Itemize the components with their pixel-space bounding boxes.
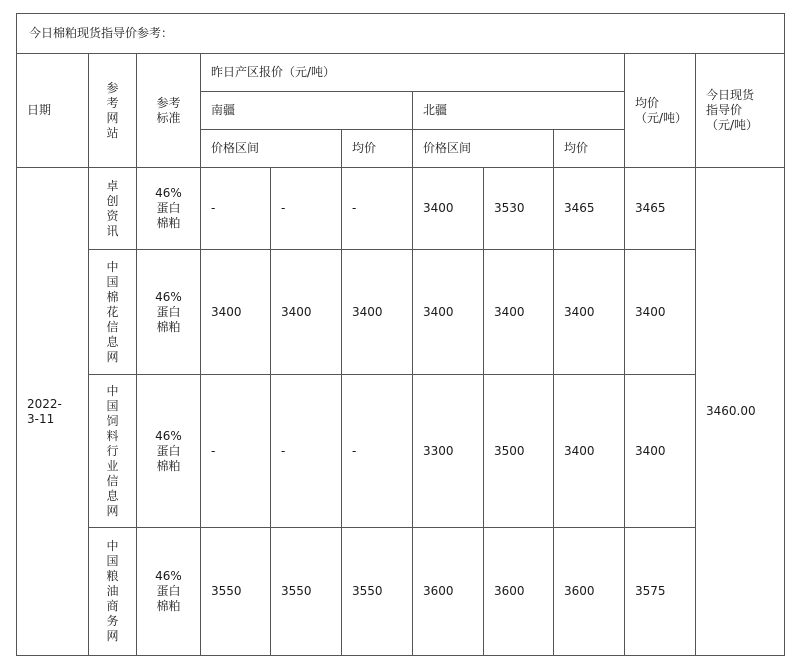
south-low-cell: 3400: [201, 250, 271, 375]
header-south-avg: 均价: [342, 130, 413, 168]
header-yesterday-quote: 昨日产区报价（元/吨）: [201, 54, 625, 92]
header-north: 北疆: [413, 92, 625, 130]
south-high-cell: -: [271, 375, 342, 528]
north-low-cell: 3600: [413, 528, 484, 656]
north-avg-cell: 3600: [554, 528, 625, 656]
north-low-cell: 3300: [413, 375, 484, 528]
date-cell: 2022-3-11: [17, 168, 89, 656]
header-north-avg: 均价: [554, 130, 625, 168]
south-low-cell: -: [201, 168, 271, 250]
site-cell: 中国粮油商务网: [89, 528, 137, 656]
north-high-cell: 3530: [484, 168, 554, 250]
today-price-cell: 3460.00: [696, 168, 785, 656]
north-avg-cell: 3400: [554, 250, 625, 375]
north-high-cell: 3500: [484, 375, 554, 528]
south-high-cell: -: [271, 168, 342, 250]
standard-cell: 46%蛋白棉粕: [137, 168, 201, 250]
south-low-cell: -: [201, 375, 271, 528]
header-north-range: 价格区间: [413, 130, 554, 168]
table-title: 今日棉粕现货指导价参考：: [17, 14, 785, 54]
site-cell: 中国饲料行业信息网: [89, 375, 137, 528]
north-low-cell: 3400: [413, 168, 484, 250]
south-high-cell: 3400: [271, 250, 342, 375]
south-high-cell: 3550: [271, 528, 342, 656]
south-avg-cell: -: [342, 168, 413, 250]
header-south-range: 价格区间: [201, 130, 342, 168]
header-site: 参考网站: [89, 54, 137, 168]
site-cell: 卓创资讯: [89, 168, 137, 250]
north-avg-cell: 3465: [554, 168, 625, 250]
site-cell: 中国棉花信息网: [89, 250, 137, 375]
table-row: [17, 375, 785, 528]
price-table: [16, 13, 785, 656]
south-avg-cell: -: [342, 375, 413, 528]
header-south: 南疆: [201, 92, 413, 130]
table-row: [17, 250, 785, 375]
avg-cell: 3400: [625, 250, 696, 375]
header-today-price: 今日现货指导价（元/吨）: [696, 54, 785, 168]
south-avg-cell: 3400: [342, 250, 413, 375]
north-high-cell: 3600: [484, 528, 554, 656]
header-avg: 均价（元/吨）: [625, 54, 696, 168]
header-standard: 参考标准: [137, 54, 201, 168]
north-high-cell: 3400: [484, 250, 554, 375]
avg-cell: 3575: [625, 528, 696, 656]
avg-cell: 3465: [625, 168, 696, 250]
south-avg-cell: 3550: [342, 528, 413, 656]
table-row: [17, 168, 785, 250]
south-low-cell: 3550: [201, 528, 271, 656]
header-date: 日期: [17, 54, 89, 168]
standard-cell: 46%蛋白棉粕: [137, 375, 201, 528]
standard-cell: 46%蛋白棉粕: [137, 528, 201, 656]
avg-cell: 3400: [625, 375, 696, 528]
north-avg-cell: 3400: [554, 375, 625, 528]
table-row: [17, 528, 785, 656]
north-low-cell: 3400: [413, 250, 484, 375]
standard-cell: 46%蛋白棉粕: [137, 250, 201, 375]
